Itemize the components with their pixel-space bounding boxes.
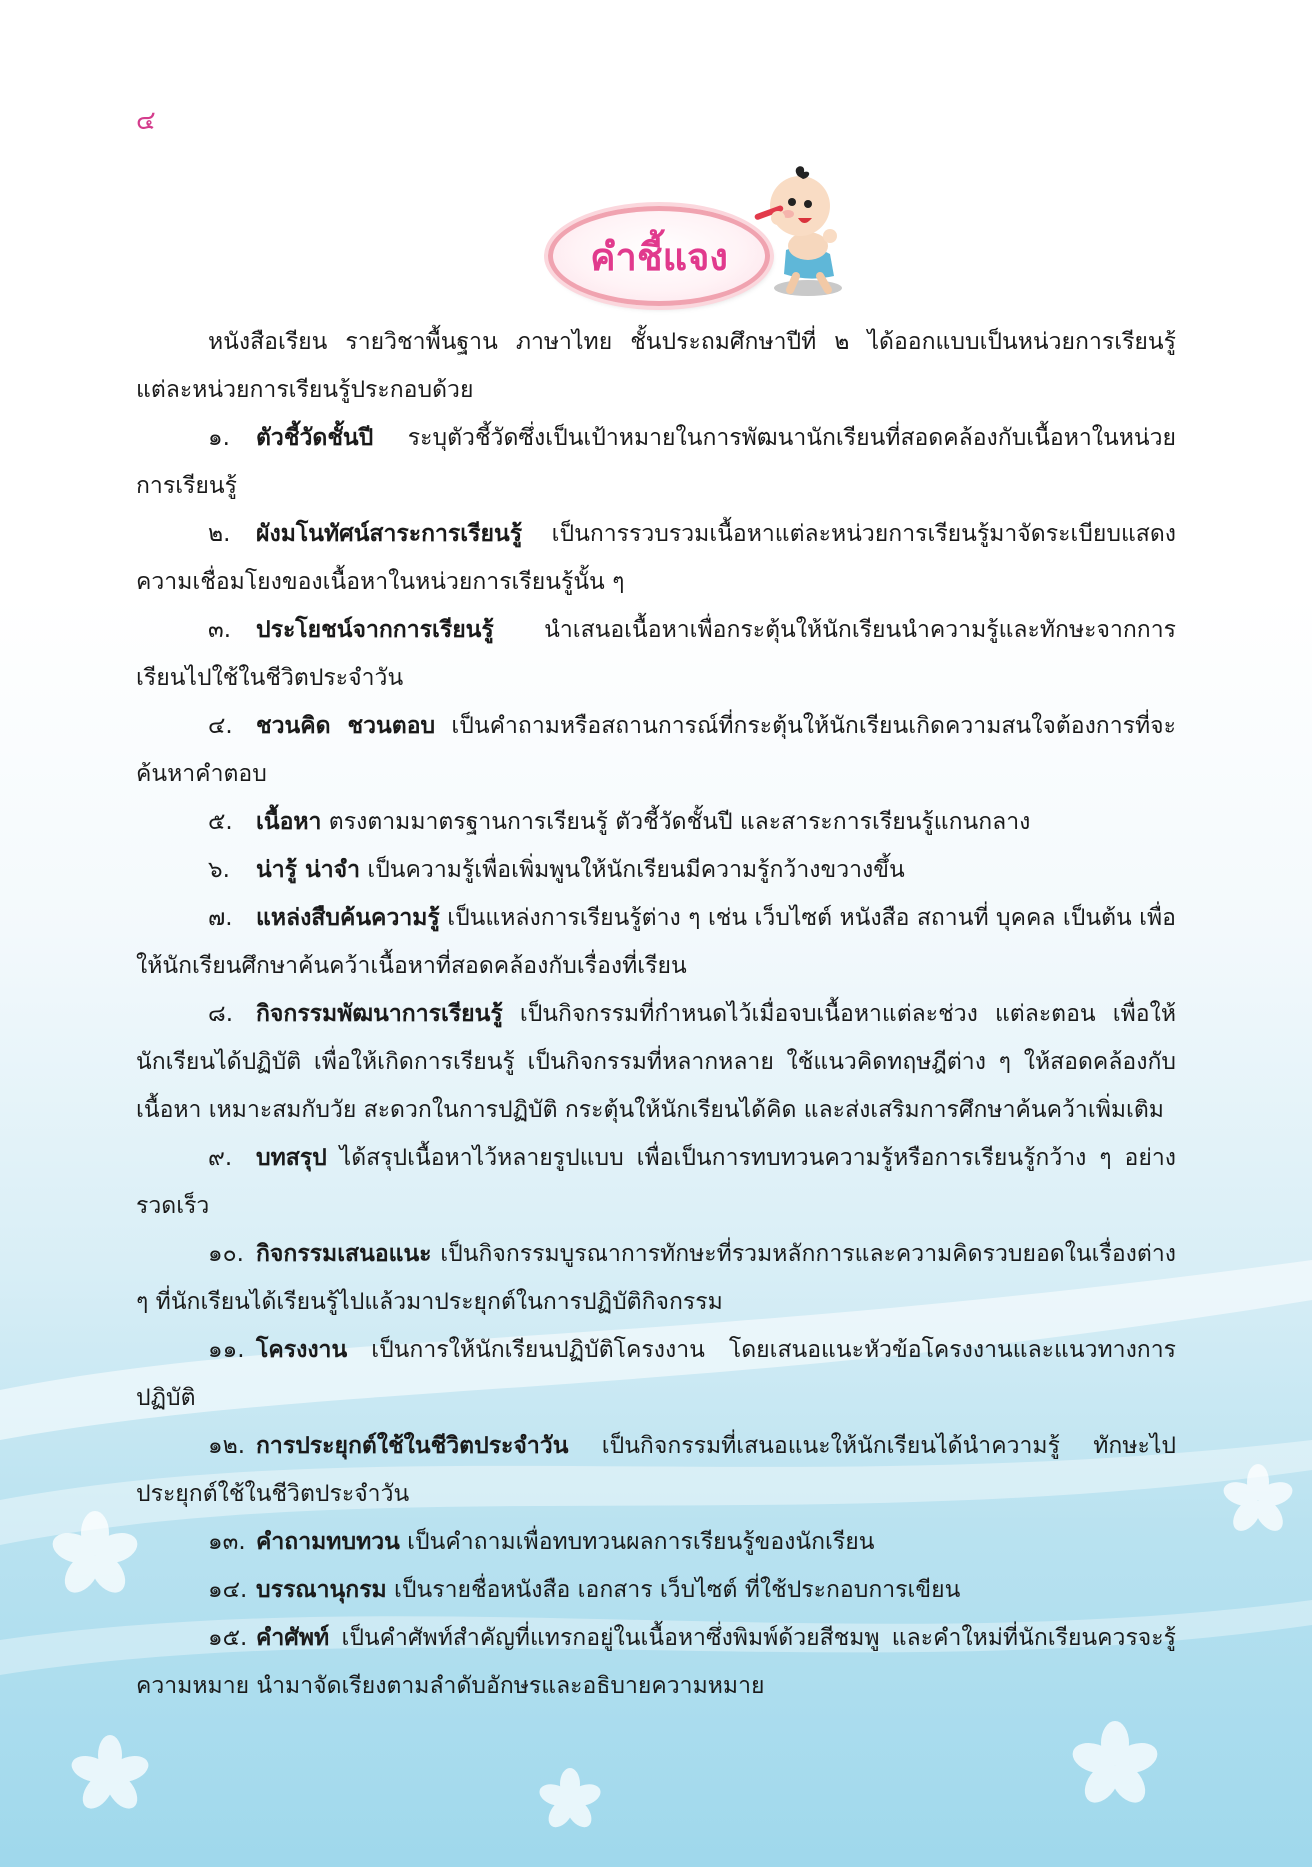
list-item (136, 846, 1176, 894)
list-item (136, 1134, 1176, 1230)
item-number: ๘. (208, 1001, 234, 1027)
item-heading: น่ารู้ น่าจำ (256, 857, 361, 883)
list-item (136, 510, 1176, 606)
item-heading: บทสรุป (256, 1145, 327, 1171)
item-number: ๖. (208, 857, 230, 883)
item-heading: กิจกรรมเสนอแนะ (256, 1241, 432, 1267)
item-heading: บรรณานุกรม (256, 1577, 387, 1603)
item-heading: คำถามทบทวน (256, 1529, 400, 1555)
item-description: เป็นกิจกรรมที่เสนอแนะให้นักเรียนได้นำความรู้ ทักษะไปประยุกต์ใช้ในชีวิตประจำวัน (136, 1433, 1176, 1507)
list-item (136, 1230, 1176, 1326)
item-description: เป็นคำถามเพื่อทบทวนผลการเรียนรู้ของนักเรียน (399, 1529, 875, 1555)
item-number: ๑๓. (208, 1529, 246, 1555)
title-badge (548, 206, 770, 306)
item-number: ๑๐. (208, 1241, 244, 1267)
item-number: ๔. (208, 713, 233, 739)
item-heading: คำศัพท์ (256, 1625, 330, 1651)
item-description: ระบุตัวชี้วัดซึ่งเป็นเป้าหมายในการพัฒนานักเรียนที่สอดคล้องกับเนื้อหาในหน่วยการเรียนรู้ (136, 425, 1176, 499)
item-heading: ตัวชี้วัดชั้นปี (256, 425, 374, 451)
list-item (136, 1614, 1176, 1710)
list-item (136, 1422, 1176, 1518)
item-description: เป็นกิจกรรมบูรณาการทักษะที่รวมหลักการและความคิดรวบยอดในเรื่องต่าง ๆ ที่นักเรียนได้เรียนรู้ไปแล้วมาประยุกต์ในการปฏิบัติกิจกรรม (136, 1241, 1176, 1315)
page-number: ๔ (136, 106, 156, 136)
item-number: ๑๔. (208, 1577, 248, 1603)
item-heading: เนื้อหา (256, 809, 322, 835)
item-number: ๓. (208, 617, 232, 643)
item-number: ๙. (208, 1145, 233, 1171)
item-heading: แหล่งสืบค้นความรู้ (256, 905, 440, 931)
list-item (136, 414, 1176, 510)
list-item (136, 1566, 1176, 1614)
item-description: เป็นคำศัพท์สำคัญที่แทรกอยู่ในเนื้อหาซึ่งพิมพ์ด้วยสีชมพู และคำใหม่ที่นักเรียนควรจะรู้ความหมาย นำมาจัดเรียงตามลำดับอักษรและอธิบายความหมาย (136, 1625, 1176, 1699)
item-description: เป็นแหล่งการเรียนรู้ต่าง ๆ เช่น เว็บไซต์ หนังสือ สถานที่ บุคคล เป็นต้น เพื่อให้นักเรียนศึกษาค้นคว้าเนื้อหาที่สอดคล้องกับเรื่องที่เรียน (136, 905, 1176, 979)
item-number: ๗. (208, 905, 233, 931)
item-description: ได้สรุปเนื้อหาไว้หลายรูปแบบ เพื่อเป็นการทบทวนความรู้หรือการเรียนรู้กว้าง ๆ อย่างรวดเร็ว (136, 1145, 1176, 1219)
item-number: ๑๕. (208, 1625, 248, 1651)
list-item (136, 990, 1176, 1134)
item-number: ๑๒. (208, 1433, 246, 1459)
content-body (136, 318, 1176, 1710)
item-list (136, 414, 1176, 1710)
item-heading: ชวนคิด ชวนตอบ (256, 713, 436, 739)
mascot-icon (748, 158, 858, 298)
item-description: นำเสนอเนื้อหาเพื่อกระตุ้นให้นักเรียนนำความรู้และทักษะจากการเรียนไปใช้ในชีวิตประจำวัน (136, 617, 1176, 691)
page-title: คำชี้แจง (590, 234, 728, 279)
intro-paragraph: หนังสือเรียน รายวิชาพื้นฐาน ภาษาไทย ชั้นประถมศึกษาปีที่ ๒ ได้ออกแบบเป็นหน่วยการเรียนรู้ แต่ละหน่วยการเรียนรู้ประกอบด้วย (136, 329, 1176, 403)
item-number: ๕. (208, 809, 233, 835)
item-description: เป็นคำถามหรือสถานการณ์ที่กระตุ้นให้นักเรียนเกิดความสนใจต้องการที่จะค้นหาคำตอบ (136, 713, 1176, 787)
list-item (136, 606, 1176, 702)
item-heading: กิจกรรมพัฒนาการเรียนรู้ (256, 1001, 503, 1027)
item-description: เป็นความรู้เพื่อเพิ่มพูนให้นักเรียนมีความรู้กว้างขวางขึ้น (360, 857, 905, 883)
list-item (136, 1518, 1176, 1566)
item-heading: ประโยชน์จากการเรียนรู้ (256, 617, 494, 643)
list-item (136, 702, 1176, 798)
list-item (136, 1326, 1176, 1422)
item-heading: โครงงาน (256, 1337, 348, 1363)
list-item (136, 798, 1176, 846)
item-description: เป็นการให้นักเรียนปฏิบัติโครงงาน โดยเสนอแนะหัวข้อโครงงานและแนวทางการปฏิบัติ (136, 1337, 1176, 1411)
item-number: ๒. (208, 521, 231, 547)
item-description: เป็นรายชื่อหนังสือ เอกสาร เว็บไซต์ ที่ใช้ประกอบการเขียน (386, 1577, 961, 1603)
item-number: ๑. (208, 425, 230, 451)
list-item (136, 894, 1176, 990)
item-heading: การประยุกต์ใช้ในชีวิตประจำวัน (256, 1433, 569, 1459)
item-description: เป็นกิจกรรมที่กำหนดไว้เมื่อจบเนื้อหาแต่ละช่วง แต่ละตอน เพื่อให้นักเรียนได้ปฏิบัติ เพื่อให้เกิดการเรียนรู้ เป็นกิจกรรมที่หลากหลาย ใช้แนวคิดทฤษฎีต่าง ๆ ให้สอดคล้องกับเนื้อหา เหมาะสมกับวัย สะดวกในการปฏิบัติ กระตุ้นให้นักเรียนได้คิด และส่งเสริมการศึกษาค้นคว้าเพิ่มเติม (136, 1001, 1176, 1123)
item-description: ตรงตามมาตรฐานการเรียนรู้ ตัวชี้วัดชั้นปี และสาระการเรียนรู้แกนกลาง (321, 809, 1031, 835)
item-number: ๑๑. (208, 1337, 245, 1363)
item-description: เป็นการรวบรวมเนื้อหาแต่ละหน่วยการเรียนรู้มาจัดระเบียบแสดงความเชื่อมโยงของเนื้อหาในหน่วยการเรียนรู้นั้น ๆ (136, 521, 1176, 595)
item-heading: ผังมโนทัศน์สาระการเรียนรู้ (256, 521, 523, 547)
